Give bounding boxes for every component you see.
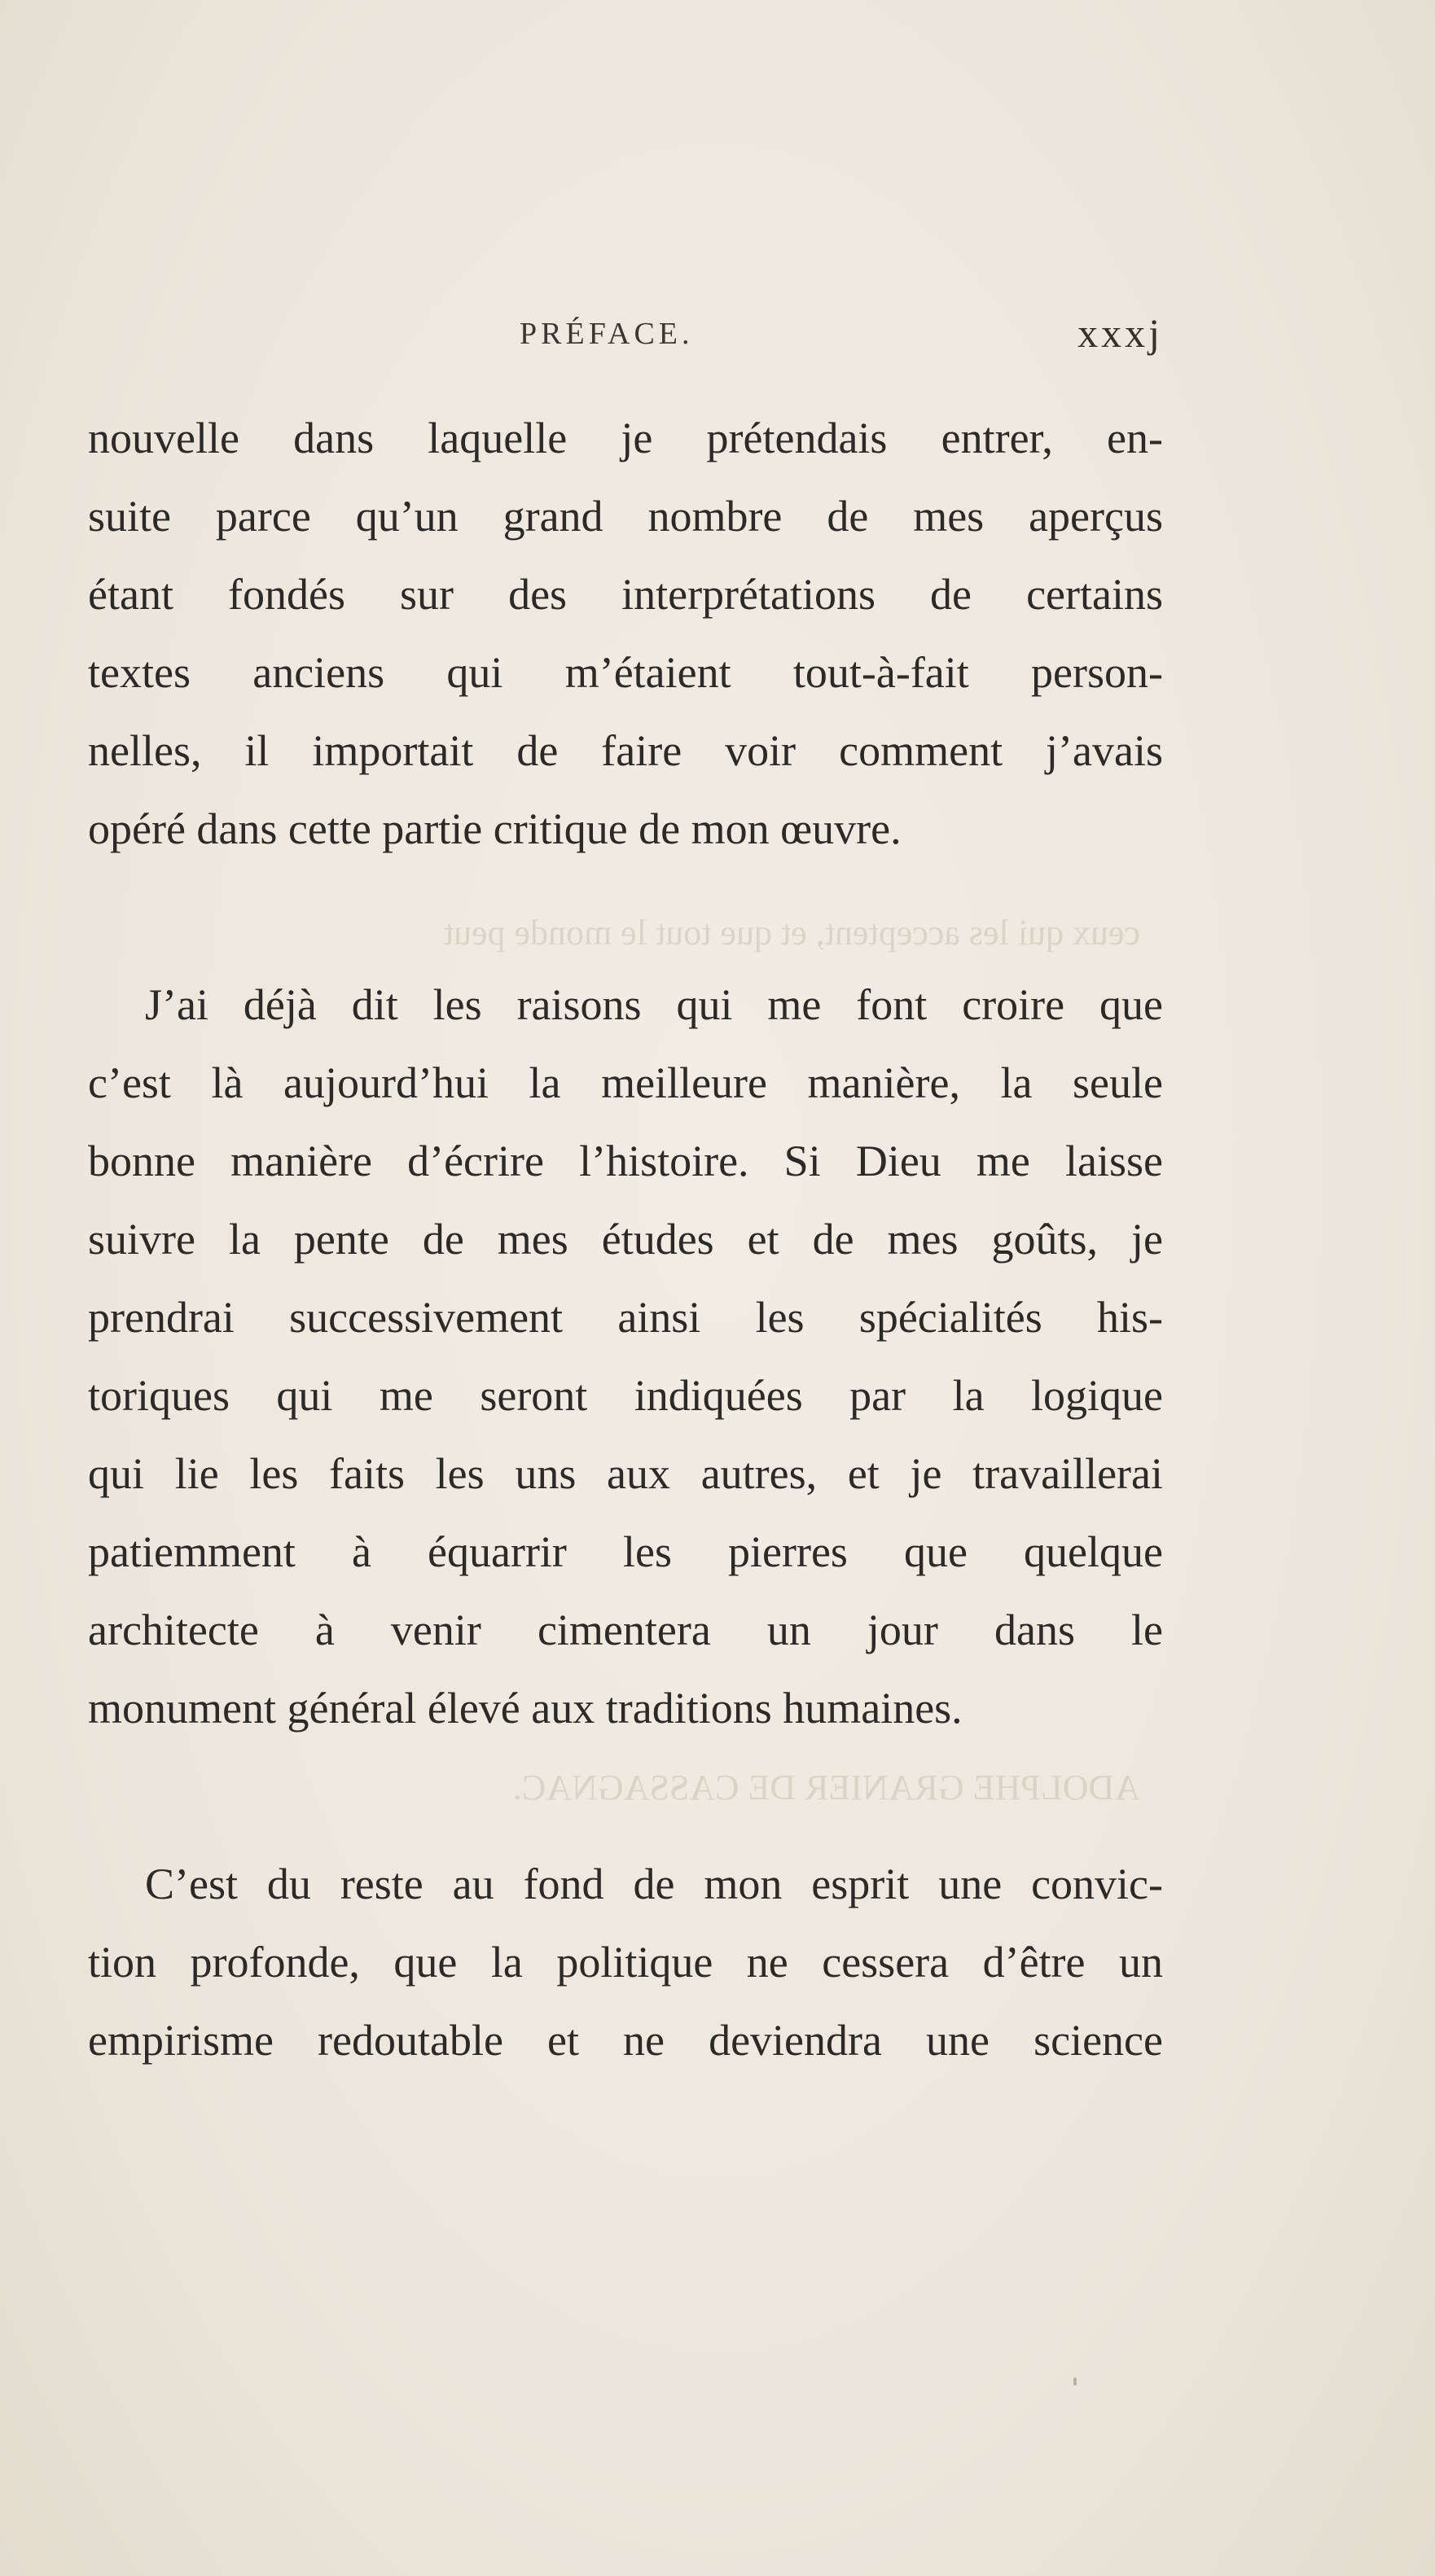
paragraph-gap (88, 868, 1163, 966)
text-line: J’ai déjà dit les raisons qui me font croire que (145, 980, 1163, 1029)
body-text (88, 399, 1163, 2079)
text-line: c’est là aujourd’hui la meilleure manière, la seule (88, 1058, 1163, 1107)
paper-speck (1073, 2377, 1077, 2385)
paragraph-gap (88, 1747, 1163, 1845)
text-line: textes anciens qui m’étaient tout-à-fait person- (88, 648, 1163, 697)
paragraph-1 (88, 399, 1163, 868)
paragraph-2 (88, 966, 1163, 1747)
text-line: C’est du reste au fond de mon esprit une convic- (145, 1860, 1163, 1908)
text-line: toriques qui me seront indiquées par la logique (88, 1371, 1163, 1420)
text-line: étant fondés sur des interprétations de certains (88, 570, 1163, 619)
text-line: patiemment à équarrir les pierres que quelque (88, 1527, 1163, 1576)
text-line: bonne manière d’écrire l’histoire. Si Dieu me laisse (88, 1137, 1163, 1185)
text-line: architecte à venir cimentera un jour dans le (88, 1606, 1163, 1654)
show-through-text: ceux qui les acceptent, et que tout le monde peut (443, 913, 1140, 953)
text-line: suite parce qu’un grand nombre de mes aperçus (88, 492, 1163, 541)
text-line: suivre la pente de mes études et de mes goûts, je (88, 1215, 1163, 1264)
text-line: monument général élevé aux traditions humaines. (88, 1684, 963, 1733)
text-line: opéré dans cette partie critique de mon œuvre. (88, 804, 902, 853)
text-line: qui lie les faits les uns aux autres, et je travaillerai (88, 1449, 1163, 1498)
text-line: nouvelle dans laquelle je prétendais entrer, en- (88, 414, 1163, 462)
text-line: empirisme redoutable et ne deviendra une science (88, 2016, 1163, 2065)
text-line: nelles, il importait de faire voir comment j’avais (88, 726, 1163, 775)
page-number: xxxj (1077, 310, 1163, 356)
running-title: PRÉFACE. (520, 317, 694, 351)
running-header (88, 309, 1163, 366)
text-line: prendrai successivement ainsi les spécialités his- (88, 1293, 1163, 1342)
show-through-text: ADOLPHE GRANIER DE CASSAGNAC. (512, 1768, 1140, 1807)
text-line: tion profonde, que la politique ne cessera d’être un (88, 1938, 1163, 1987)
paragraph-3 (88, 1845, 1163, 2079)
